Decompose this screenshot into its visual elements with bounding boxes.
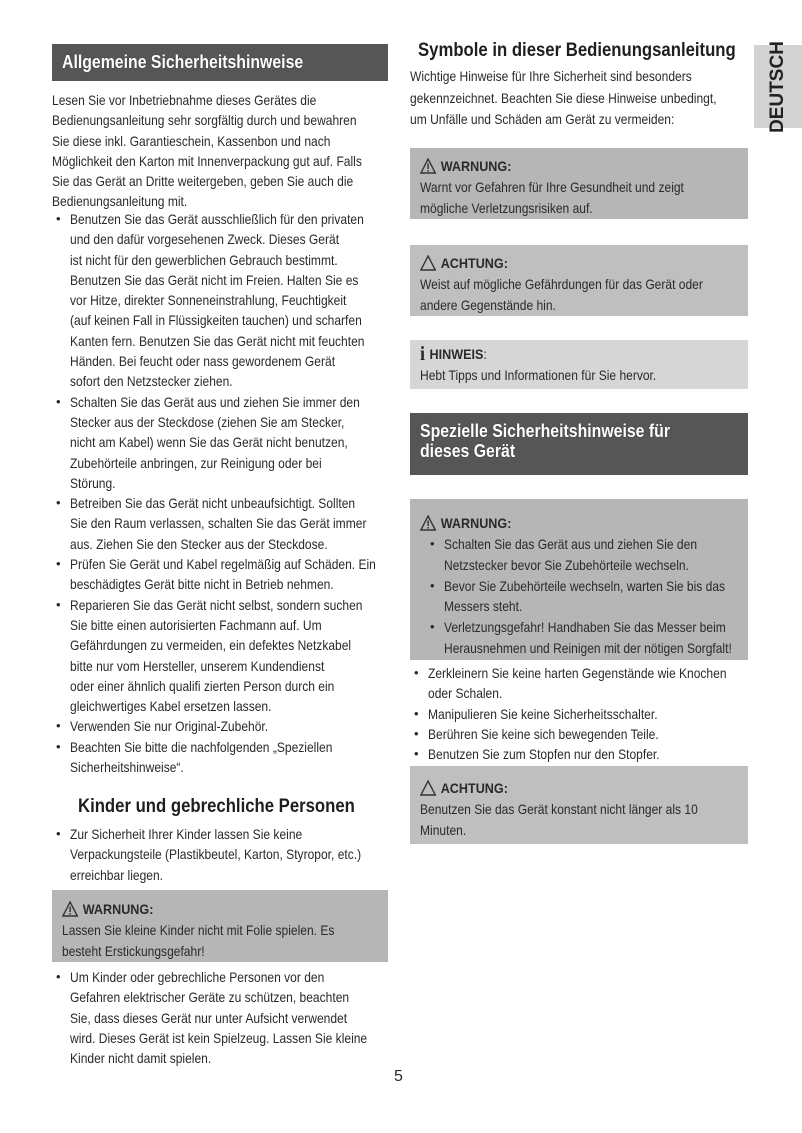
text-line: • Prüfen Sie Gerät und Kabel regelmäßig auf Schäden. Ein xyxy=(70,556,376,573)
text-line: mögliche Verletzungsrisiken auf. xyxy=(420,199,593,216)
note-box xyxy=(410,340,748,389)
list-item xyxy=(52,716,392,736)
text-line: Händen. Bei feucht oder nass gewordenem Gerät xyxy=(70,353,336,370)
text-line: Stecker aus der Steckdose (ziehen Sie am Stecker, xyxy=(70,413,345,430)
caution-label: ACHTUNG: xyxy=(440,255,508,271)
subheading-text: Kinder und gebrechliche Personen xyxy=(78,796,355,817)
caution-triangle-icon xyxy=(420,780,436,796)
list-item xyxy=(52,493,392,554)
warning-title xyxy=(62,898,346,920)
warning-text xyxy=(420,177,738,219)
section-header-special-safety xyxy=(410,413,748,475)
text-line: gleichwertiges Kabel ersetzen lassen. xyxy=(70,698,272,715)
text-line: Herausnehmen und Reinigen mit der nötigen Sorgfalt! xyxy=(444,639,732,656)
text-line: Kanten fern. Benutzen Sie das Gerät nicht mit feuchten xyxy=(70,332,365,349)
text-line: Warnt vor Gefahren für Ihre Gesundheit und zeigt xyxy=(420,179,684,195)
text-line: Benutzen Sie das Gerät konstant nicht länger als 10 xyxy=(420,801,698,817)
list-item xyxy=(52,392,392,493)
text-line: wird. Dieses Gerät ist kein Spielzeug. Lassen Sie kleine xyxy=(70,1029,368,1046)
language-tab xyxy=(754,41,802,133)
note-text xyxy=(420,365,738,386)
text-line: • Zerkleinern Sie keine harten Gegenstände wie Knochen xyxy=(428,665,727,681)
text-line: Minuten. xyxy=(420,821,467,838)
warning-box-children xyxy=(52,890,388,962)
text-line: Lassen Sie kleine Kinder nicht mit Folie spielen. Es xyxy=(62,922,335,938)
text-line: Messers steht. xyxy=(444,598,523,615)
text-line: Benutzen Sie das Gerät nicht im Freien. Halten Sie es xyxy=(70,271,359,288)
special-warning-list xyxy=(420,534,738,659)
warning-triangle-icon xyxy=(420,158,436,174)
text-line: Sie das Gerät an Dritte weitergeben, geben Sie auch die xyxy=(52,173,354,190)
warning-label: WARNUNG: xyxy=(82,901,154,917)
warning-triangle-icon xyxy=(420,515,436,531)
warning-box xyxy=(410,148,748,219)
symbols-intro xyxy=(410,66,750,131)
text-line: Bedienungsanleitung mit. xyxy=(52,193,188,210)
text-line: Sie bitte einen autorisierten Fachmann auf. Um xyxy=(70,616,322,633)
text-line: • Benutzen Sie das Gerät ausschließlich für den privaten xyxy=(70,211,364,227)
text-line: • Schalten Sie das Gerät aus und ziehen Sie den xyxy=(444,536,698,552)
children-list-1 xyxy=(52,824,392,885)
text-line: • Reparieren Sie das Gerät nicht selbst, sondern suchen xyxy=(70,596,363,613)
text-line: oder einer ähnlich qualifi zierten Person durch ein xyxy=(70,677,335,694)
text-line: (auf keinen Fall in Flüssigkeiten tauchen) und scharfen xyxy=(70,312,362,329)
list-item xyxy=(52,554,392,595)
list-item xyxy=(410,744,750,764)
caution-text xyxy=(420,274,738,316)
language-tab-label: DEUTSCH xyxy=(767,41,788,133)
text-line: Wichtige Hinweise für Ihre Sicherheit sind besonders xyxy=(410,68,692,84)
text-line: Sie diese inkl. Garantieschein, Kassenbon und nach xyxy=(52,132,331,149)
text-line: nicht am Kabel) wenn Sie das Gerät nicht benutzen, xyxy=(70,434,348,451)
caution-box xyxy=(410,245,748,316)
text-line: Möglichkeit den Karton mit Innenverpackung gut auf. Falls xyxy=(52,152,362,169)
caution-label: ACHTUNG: xyxy=(440,780,508,796)
text-line: Kinder nicht damit spielen. xyxy=(70,1050,212,1067)
warning-title xyxy=(420,155,706,177)
text-line: andere Gegenstände hin. xyxy=(420,296,556,313)
text-line: Sicherheitshinweise“. xyxy=(70,759,184,776)
text-line: • Benutzen Sie zum Stopfen nur den Stopfer. xyxy=(428,746,660,763)
text-line: um Unfälle und Schäden am Gerät zu vermeiden: xyxy=(410,111,675,127)
children-list-2 xyxy=(52,967,392,1068)
note-title xyxy=(420,343,706,365)
text-line: Netzstecker bevor Sie Zubehörteile wechseln. xyxy=(444,556,689,573)
list-item xyxy=(52,595,392,717)
symbols-heading xyxy=(418,40,779,62)
text-line: • Um Kinder oder gebrechliche Personen vor den xyxy=(70,969,325,985)
text-line: Gefahren elektrischer Geräte zu schützen, beachten xyxy=(70,989,350,1006)
text-line: Lesen Sie vor Inbetriebnahme dieses Gerätes die xyxy=(52,92,317,108)
intro-paragraph xyxy=(52,90,388,212)
special-caution-box xyxy=(410,766,748,844)
text-line: Spezielle Sicherheitshinweise für xyxy=(420,421,671,441)
text-line: • Zur Sicherheit Ihrer Kinder lassen Sie keine xyxy=(70,826,303,842)
text-line: • Verletzungsgefahr! Handhaben Sie das Messer beim xyxy=(444,619,726,636)
text-line: aus. Ziehen Sie den Stecker aus der Steckdose. xyxy=(70,535,328,552)
list-item xyxy=(52,967,392,1068)
special-warning-box xyxy=(410,499,748,660)
text-line: Zubehörteile anbringen, zur Reinigung oder bei xyxy=(70,454,322,471)
general-safety-list xyxy=(52,209,392,777)
text-line: Bedienungsanleitung sehr sorgfältig durch und bewahren xyxy=(52,112,357,129)
text-line: Allgemeine Sicherheitshinweise xyxy=(62,52,304,72)
text-line: Sie, dass dieses Gerät nur unter Aufsicht verwendet xyxy=(70,1009,348,1026)
text-line: dieses Gerät xyxy=(420,441,516,462)
special-safety-list xyxy=(410,663,750,764)
warning-triangle-icon xyxy=(62,901,78,917)
text-line: Weist auf mögliche Gefährdungen für das Gerät oder xyxy=(420,276,703,292)
text-line: • Bevor Sie Zubehörteile wechseln, warten Sie bis das xyxy=(444,577,726,594)
text-line: • Verwenden Sie nur Original-Zubehör. xyxy=(70,718,269,735)
text-line: oder Schalen. xyxy=(428,685,503,702)
list-item xyxy=(52,209,392,392)
list-item xyxy=(410,704,750,724)
list-item xyxy=(52,824,392,885)
text-line: besteht Erstickungsgefahr! xyxy=(62,942,205,959)
subheading-children xyxy=(78,796,393,818)
caution-text xyxy=(420,799,738,841)
heading-text: Symbole in dieser Bedienungsanleitung xyxy=(418,40,736,61)
list-item xyxy=(410,663,750,704)
text-line: sofort den Netzstecker ziehen. xyxy=(70,373,233,390)
warning-label: WARNUNG: xyxy=(440,158,512,174)
list-item xyxy=(426,617,738,659)
note-colon: : xyxy=(483,346,487,362)
list-item xyxy=(426,534,738,576)
text-line: Gefährdungen zu vermeiden, ein defektes Netzkabel xyxy=(70,637,352,654)
text-line: gekennzeichnet. Beachten Sie diese Hinweise unbedingt, xyxy=(410,89,717,106)
info-icon: i xyxy=(420,343,426,365)
text-line: vor Hitze, direkter Sonneneinstrahlung, Feuchtigkeit xyxy=(70,292,347,309)
caution-triangle-icon xyxy=(420,255,436,271)
page-number: 5 xyxy=(394,1068,403,1085)
list-item xyxy=(426,576,738,618)
text-line: • Betreiben Sie das Gerät nicht unbeaufsichtigt. Sollten xyxy=(70,495,356,512)
text-line: Hebt Tipps und Informationen für Sie hervor. xyxy=(420,367,657,383)
text-line: • Manipulieren Sie keine Sicherheitsschalter. xyxy=(428,705,658,722)
list-item xyxy=(52,737,392,778)
text-line: Sie den Raum verlassen, schalten Sie das Gerät immer xyxy=(70,515,367,532)
text-line: bitte nur vom Hersteller, unserem Kundendienst xyxy=(70,657,325,674)
note-label: HINWEIS xyxy=(429,346,484,362)
text-line: ist nicht für den gewerblichen Gebrauch bestimmt. xyxy=(70,251,338,268)
text-line: und den dafür vorgesehenen Zweck. Dieses Gerät xyxy=(70,231,340,248)
text-line: Störung. xyxy=(70,474,116,491)
text-line: Verpackungsteile (Plastikbeutel, Karton, Styropor, etc.) xyxy=(70,846,362,863)
text-line: erreichbar liegen. xyxy=(70,866,164,883)
warning-title xyxy=(420,512,706,534)
list-item xyxy=(410,724,750,744)
section-header-general-safety xyxy=(52,44,388,81)
warning-label: WARNUNG: xyxy=(440,515,512,531)
caution-title xyxy=(420,252,706,274)
caution-title xyxy=(420,777,706,799)
text-line: beschädigtes Gerät bitte nicht in Betrieb nehmen. xyxy=(70,576,334,593)
text-line: • Beachten Sie bitte die nachfolgenden „Speziellen xyxy=(70,738,333,755)
text-line: • Berühren Sie keine sich bewegenden Teile. xyxy=(428,725,659,742)
warning-text xyxy=(62,920,378,962)
text-line: • Schalten Sie das Gerät aus und ziehen Sie immer den xyxy=(70,393,360,410)
